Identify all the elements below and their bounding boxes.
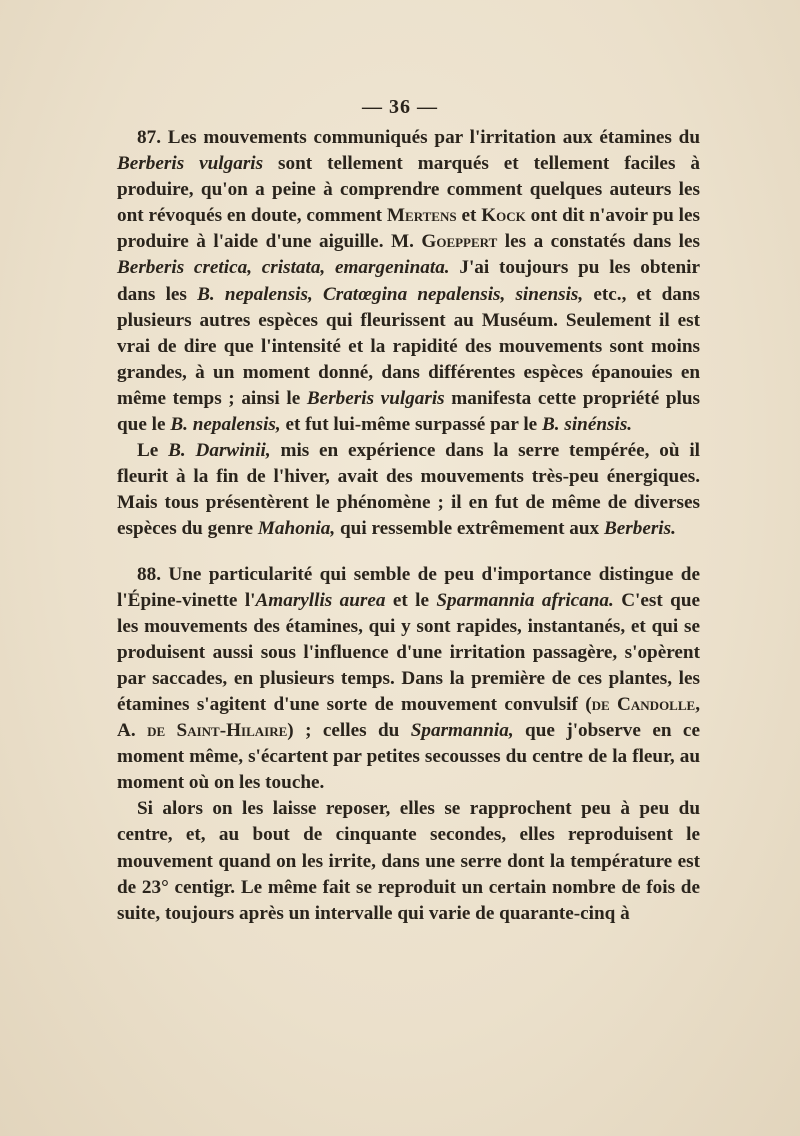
- paragraph-87-continued: Le B. Darwinii, mis en expérience dans la serre tempérée, où il fleurit à la fin de l'hiver, avait des mouvements très-peu énergiques. Mais tous présentèrent le phénomène ; il en fut de même de diverses espèces du genre Mahonia, qui ressemble extrêmement aux Berberis.: [117, 440, 700, 540]
- paragraph-88: 88. Une particularité qui semble de peu d'importance distingue de l'Épine-vinette l'Amaryllis aurea et le Sparmannia africana. C'est que les mouvements des étamines, qui y sont rapides, instantanés, et qui se produisent aussi sous l'influence d'une irritation passagère, s'opèrent par saccades, en plusieurs temps. Dans la première de ces plantes, les étamines s'agitent d'une sorte de mouvement convulsif (de Candolle, A. de Saint-Hilaire) ; celles du Sparmannia, que j'observe en ce moment même, s'écartent par petites secousses du centre de la fleur, au moment où on les touche.: [117, 563, 701, 794]
- paragraph-gap: [117, 543, 700, 562]
- body-text: [117, 125, 700, 927]
- paragraph-88-continued: Si alors on les laisse reposer, elles se rapprochent peu à peu du centre, et, au bout de cinquante secondes, elles reproduisent le mouvement quand on les irrite, dans une serre dont la température est de 23° centigr. Le même fait se reproduit un certain nombre de fois de suite, toujours après un intervalle qui varie de quarante-cinq à: [117, 798, 700, 924]
- paragraph-87: 87. Les mouvements communiqués par l'irritation aux étamines du Berberis vulgaris sont tellement marqués et tellement faciles à produire, qu'on a peine à comprendre comment quelques auteurs les ont révoqués en doute, comment Mertens et Kock ont dit n'avoir pu les produire à l'aide d'une aiguille. M. Goeppert les a constatés dans les Berberis cretica, cristata, emargeninata. J'ai toujours pu les obtenir dans les B. nepalensis, Cratœgina nepalensis, sinensis, etc., et dans plusieurs autres espèces qui fleurissent au Muséum. Seulement il est vrai de dire que l'intensité et la rapidité des mouvements sont moins grandes, à un moment donné, dans différentes espèces épanouies en même temps ; ainsi le Berberis vulgaris manifesta cette propriété plus que le B. nepalensis, et fut lui-même surpassé par le B. sinénsis.: [117, 127, 701, 436]
- page-number: — 36 —: [362, 96, 438, 118]
